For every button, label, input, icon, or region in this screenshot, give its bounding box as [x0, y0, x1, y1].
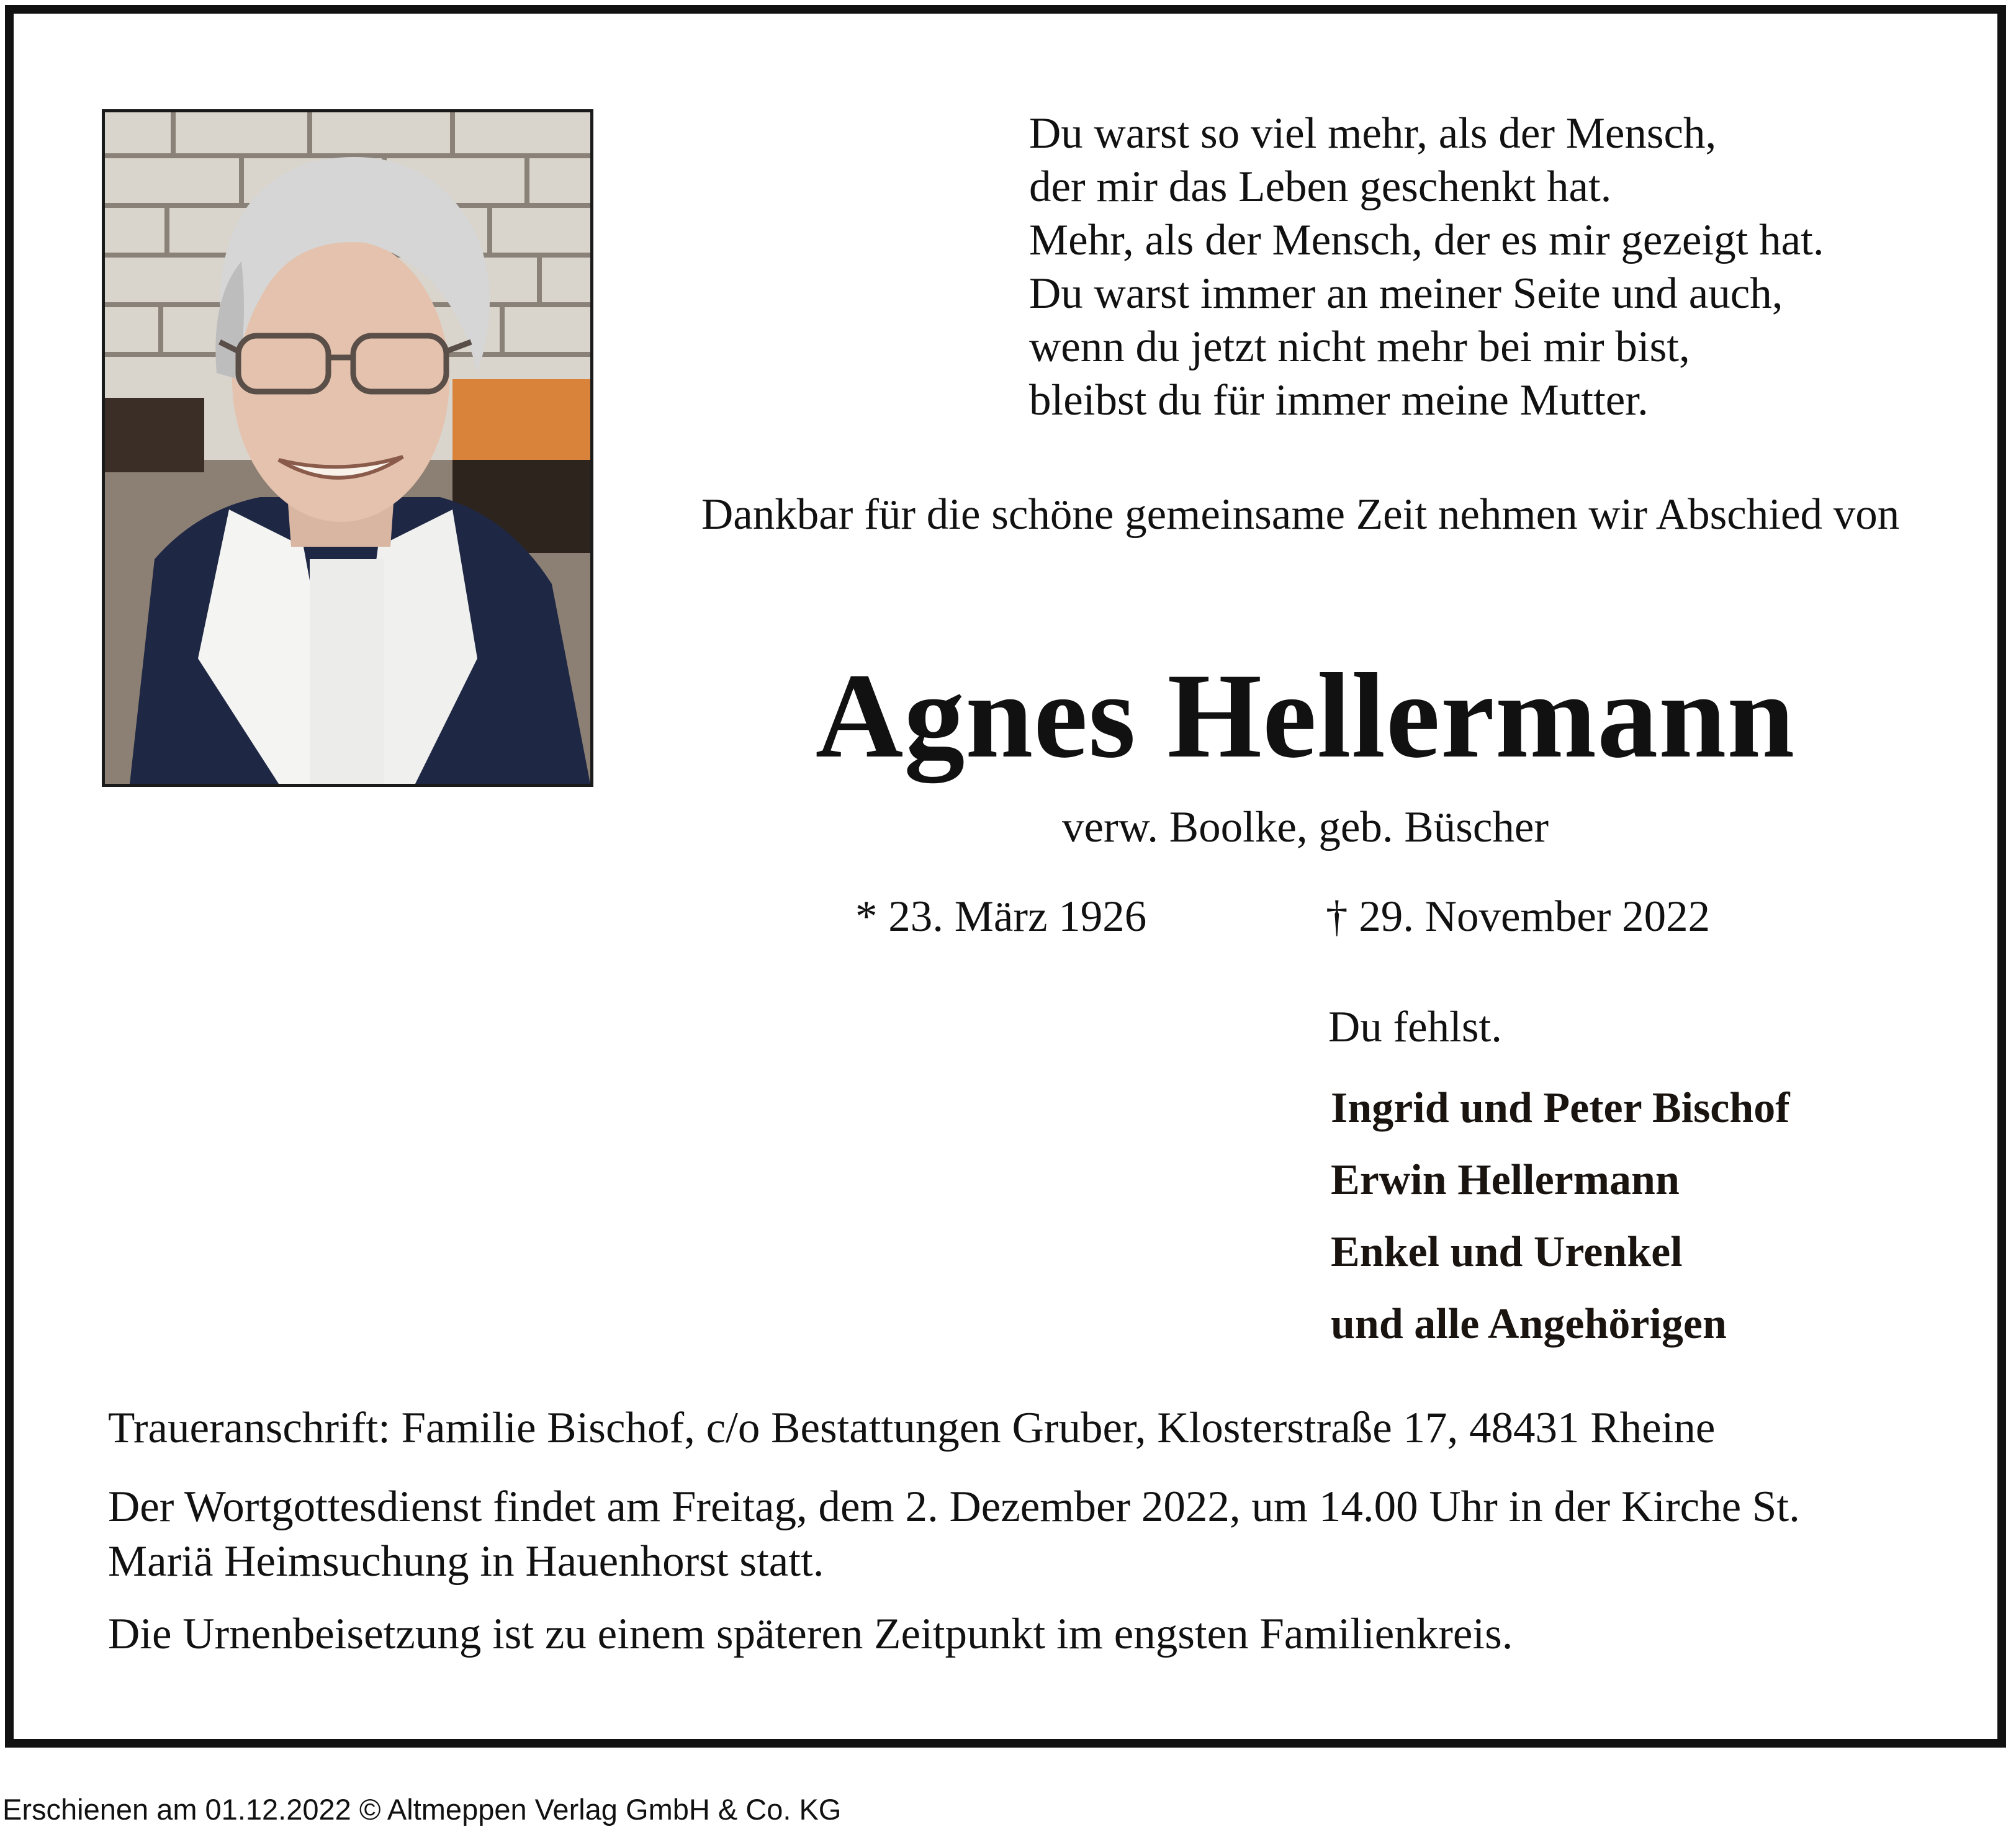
portrait-photo-icon: [105, 112, 590, 784]
birth-date: * 23. März 1926: [855, 892, 1147, 941]
maiden-names: verw. Boolke, geb. Büscher: [1061, 803, 1549, 851]
poem-line: Mehr, als der Mensch, der es mir gezeigt hat.: [1029, 216, 1824, 264]
poem-line: wenn du jetzt nicht mehr bei mir bist,: [1029, 323, 1690, 371]
mourner: Enkel und Urenkel: [1331, 1228, 1683, 1276]
deceased-name: Agnes Hellermann: [815, 649, 1796, 783]
service-info: Der Wortgottesdienst findet am Freitag, dem 2. Dezember 2022, um 14.00 Uhr in der Kirche St. Mariä Heimsuchung in Hauenhorst statt.: [108, 1483, 1800, 1586]
portrait-photo: [102, 109, 593, 787]
mourning-address: Traueranschrift: Familie Bischof, c/o Bestattungen Gruber, Klosterstraße 17, 48431 Rheine: [108, 1404, 1716, 1452]
publication-footer: Erschienen am 01.12.2022 © Altmeppen Verlag GmbH & Co. KG: [2, 1793, 842, 1826]
closing-phrase: Du fehlst.: [1328, 1003, 1503, 1051]
mourners-list: [1331, 1072, 1790, 1360]
intro-text: Dankbar für die schöne gemeinsame Zeit nehmen wir Abschied von: [701, 490, 1900, 539]
poem-line: bleibst du für immer meine Mutter.: [1029, 376, 1649, 424]
mourner: Ingrid und Peter Bischof: [1331, 1084, 1790, 1132]
poem: [1029, 107, 1824, 427]
mourner: und alle Angehörigen: [1331, 1300, 1727, 1348]
poem-line: der mir das Leben geschenkt hat.: [1029, 163, 1612, 211]
poem-line: Du warst immer an meiner Seite und auch,: [1029, 269, 1783, 318]
poem-line: Du warst so viel mehr, als der Mensch,: [1029, 109, 1717, 158]
burial-info: Die Urnenbeisetzung ist zu einem späteren Zeitpunkt im engsten Familienkreis.: [108, 1610, 1513, 1658]
mourner: Erwin Hellermann: [1331, 1156, 1680, 1204]
death-date: † 29. November 2022: [1326, 892, 1711, 941]
